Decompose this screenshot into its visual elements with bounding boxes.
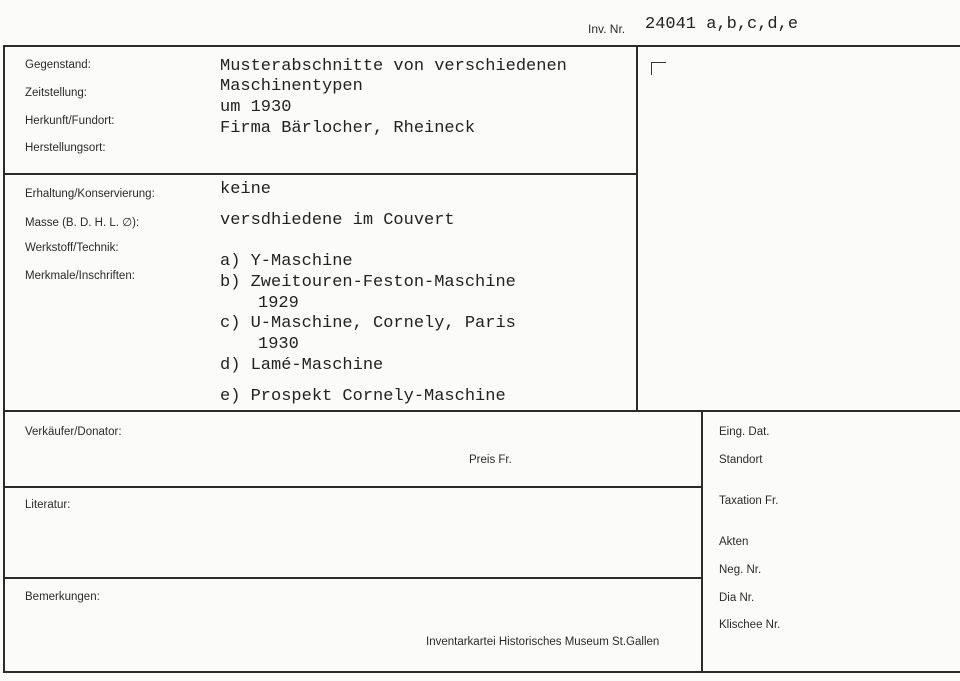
typed-erhaltung: keine: [220, 180, 272, 199]
label-merkmale: Merkmale/Inschriften:: [25, 270, 135, 282]
sidebar-vertical-divider: [701, 410, 703, 672]
label-werkstoff: Werkstoff/Technik:: [25, 242, 119, 254]
photo-corner-mark: [651, 62, 666, 75]
label-herkunft: Herkunft/Fundort:: [25, 115, 115, 127]
inv-nr-value: 24041 a,b,c,d,e: [645, 15, 799, 34]
typed-item-e: e) Prospekt Cornely-Maschine: [220, 387, 506, 406]
typed-item-c-year: 1930: [258, 335, 299, 354]
main-vertical-divider: [636, 45, 638, 411]
section-divider-1: [3, 173, 637, 175]
label-gegenstand: Gegenstand:: [25, 59, 91, 71]
label-eing-dat: Eing. Dat.: [719, 426, 770, 438]
label-zeitstellung: Zeitstellung:: [25, 87, 88, 99]
label-neg-nr: Neg. Nr.: [719, 564, 762, 576]
label-verkaeufer: Verkäufer/Donator:: [25, 426, 122, 438]
typed-item-a: a) Y-Maschine: [220, 252, 353, 271]
typed-herkunft: Firma Bärlocher, Rheineck: [220, 119, 476, 138]
typed-masse: versdhiedene im Couvert: [220, 211, 455, 230]
label-masse: Masse (B. D. H. L. ∅):: [25, 217, 140, 229]
typed-item-d: d) Lamé-Maschine: [220, 356, 384, 375]
typed-item-c: c) U-Maschine, Cornely, Paris: [220, 314, 516, 333]
section-divider-4: [3, 577, 701, 579]
label-herstellungsort: Herstellungsort:: [25, 142, 106, 154]
label-erhaltung: Erhaltung/Konservierung:: [25, 188, 155, 200]
top-border: [3, 45, 960, 47]
label-standort: Standort: [719, 454, 763, 466]
inv-nr-label: Inv. Nr.: [588, 22, 626, 36]
left-border: [3, 45, 5, 673]
typed-zeitstellung: um 1930: [220, 98, 292, 117]
typed-gegenstand-line2: Maschinentypen: [220, 77, 363, 96]
footer-inventarkartei: Inventarkartei Historisches Museum St.Gallen: [426, 636, 660, 648]
typed-item-b: b) Zweitouren-Feston-Maschine: [220, 273, 516, 292]
label-preis: Preis Fr.: [469, 454, 512, 466]
label-literatur: Literatur:: [25, 499, 71, 511]
label-akten: Akten: [719, 536, 749, 548]
typed-gegenstand-line1: Musterabschnitte von verschiedenen: [220, 57, 567, 76]
label-taxation: Taxation Fr.: [719, 495, 779, 507]
bottom-border: [3, 671, 960, 673]
label-dia-nr: Dia Nr.: [719, 592, 755, 604]
label-klischee-nr: Klischee Nr.: [719, 619, 781, 631]
typed-item-b-year: 1929: [258, 294, 299, 313]
label-bemerkungen: Bemerkungen:: [25, 591, 100, 603]
section-divider-2: [3, 410, 960, 412]
section-divider-3: [3, 486, 701, 488]
